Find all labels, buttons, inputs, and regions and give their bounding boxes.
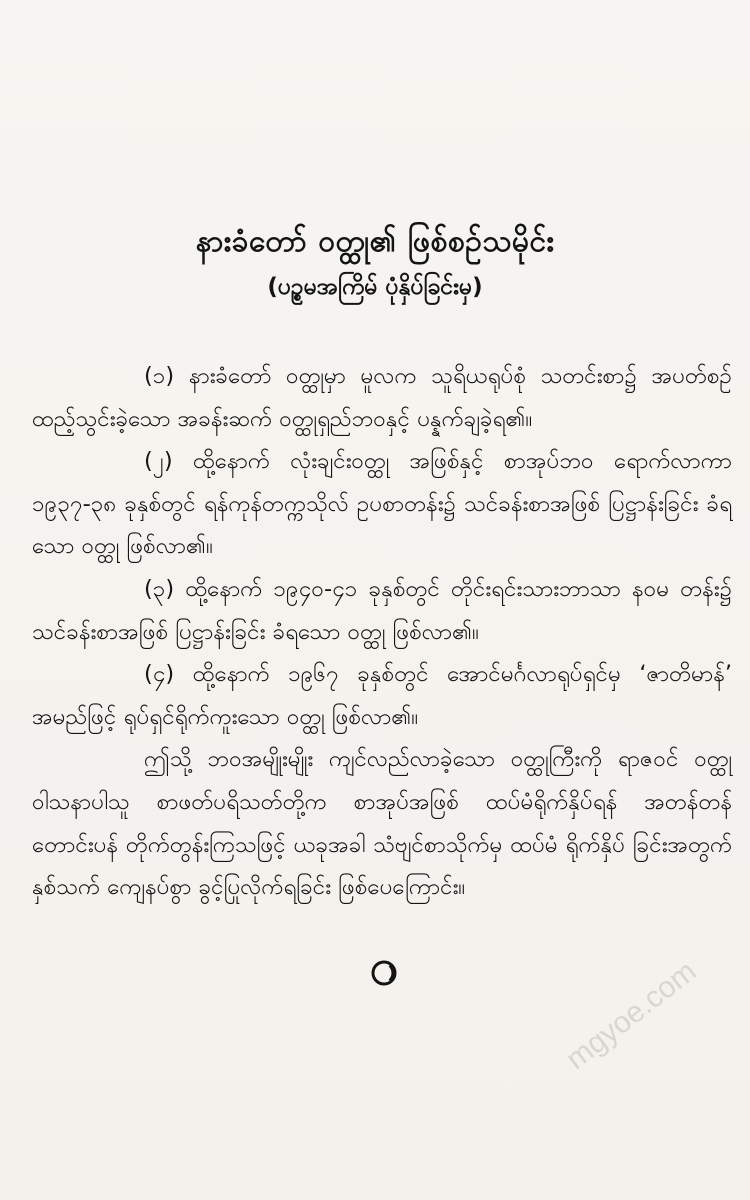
page-title: နားခံတော် ဝတ္ထု၏ ဖြစ်စဉ်သမိုင်း — [195, 224, 555, 259]
paragraph-1: (၁) နားခံတော် ဝတ္ထုမှာ မူလက သူရိယရုပ်စုံ သတင်းစာ၌ အပတ်စဉ် ထည့်သွင်းခဲ့သော အခန်းဆက် ဝတ္ထုရှည်ဘဝနှင့် ပန္နက်ချခဲ့ရ၏။ — [32, 363, 732, 432]
body-text — [32, 355, 732, 909]
paragraph-4: (၄) ထို့နောက် ၁၉၆၇ ခုနှစ်တွင် အောင်မင်္ဂလာရုပ်ရှင်မှ ‘ဇာတိမာန်’ အမည်ဖြင့် ရုပ်ရှင်ရိုက်ကူးသော ဝတ္ထု ဖြစ်လာ၏။ — [32, 661, 732, 730]
paragraph-2: (၂) ထို့နောက် လုံးချင်းဝတ္ထု အဖြစ်နှင့် စာအုပ်ဘဝ ရောက်လာကာ ၁၉၃၇-၃၈ ခုနှစ်တွင် ရန်ကုန်တက္ကသိုလ် ဥပစာတန်း၌ သင်ခန်းစာအဖြစ် ပြဋ္ဌာန်းခြင်း ခံရသော ဝတ္ထု ဖြစ်လာ၏။ — [32, 448, 732, 560]
paragraph-3: (၃) ထို့နောက် ၁၉၄၀-၄၁ ခုနှစ်တွင် တိုင်းရင်းသားဘာသာ နဝမ တန်း၌ သင်ခန်းစာအဖြစ် ပြဋ္ဌာန်းခြင်း ခံရသော ဝတ္ထု ဖြစ်လာ၏။ — [32, 575, 732, 645]
watermark: mgyoe.com — [560, 954, 703, 1077]
paragraph-5: ဤသို့ ဘဝအမျိုးမျိုး ကျင်လည်လာခဲ့သော ဝတ္ထုကြီးကို ရာဇဝင် ဝတ္ထု ဝါသနာပါသူ စာဖတ်ပရိသတ်တို့က စာအုပ်အဖြစ် ထပ်မံရိုက်နှိပ်ရန် အတန်တန် တောင်းပန် တိုက်တွန်းကြသဖြင့် ယခုအခါ သံဗျင်စာသိုက်မှ ထပ်မံ ရိုက်နှိပ် ခြင်းအတွက် နှစ်သက် ကျေနပ်စွာ ခွင့်ပြုလိုက်ရခြင်း ဖြစ်ပေကြောင်း။ — [32, 746, 732, 901]
page-subtitle: (ပဥ္စမအကြိမ် ပုံနှိပ်ခြင်းမှ) — [267, 274, 483, 300]
crescent-moon-icon — [370, 958, 400, 988]
